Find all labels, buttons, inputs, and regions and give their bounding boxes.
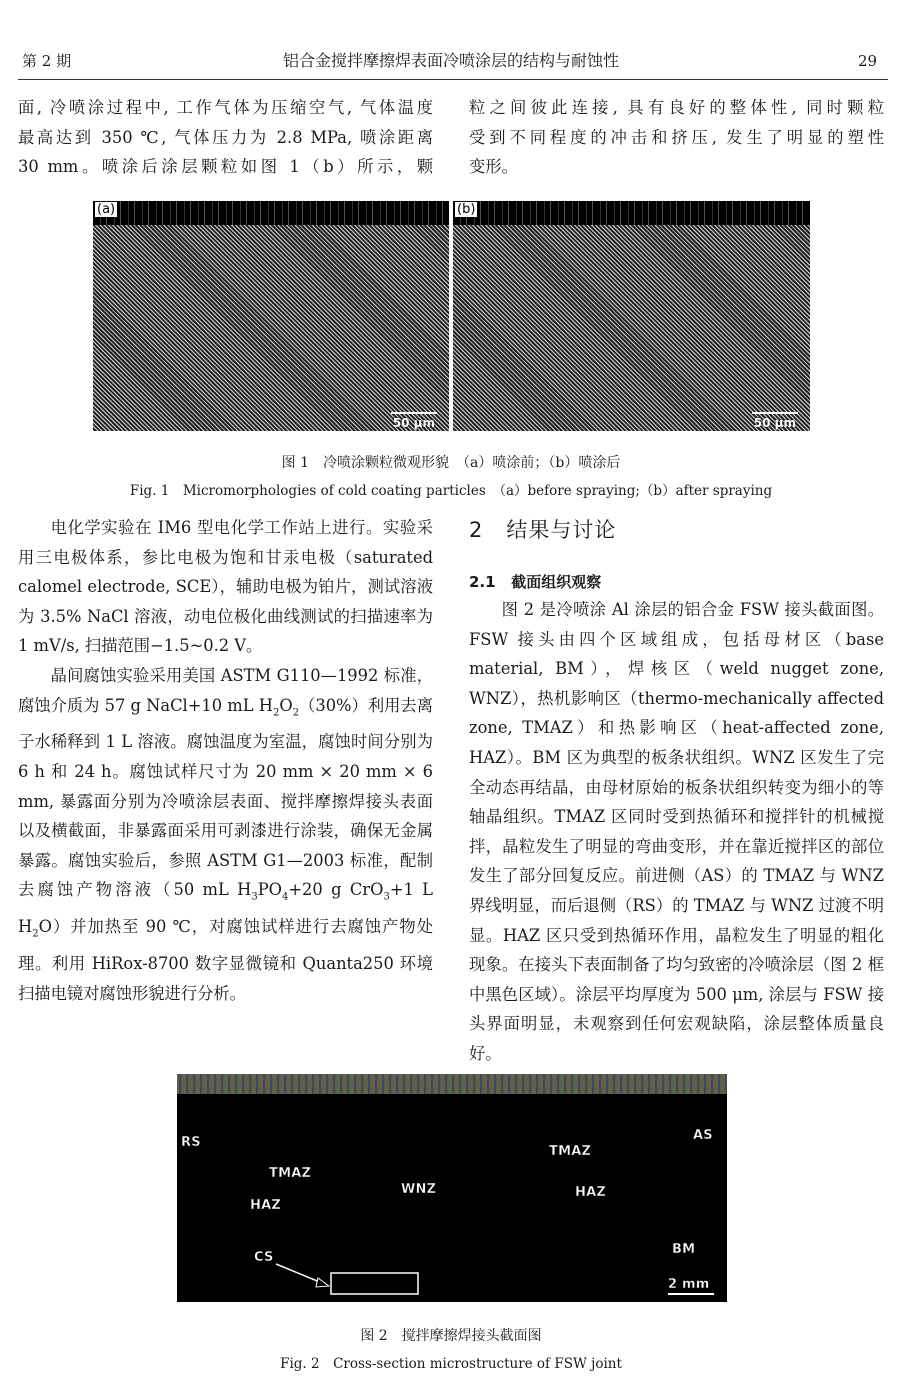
label-haz-right: HAZ [575,1185,606,1200]
text-line: 面, 冷喷涂过程中, 工作气体为压缩空气, 气体温度 [18,98,433,117]
label-tmaz-right: TMAZ [549,1144,592,1159]
figure2-caption-cn: 图 2 搅拌摩擦焊接头截面图 [360,1328,542,1344]
running-title: 铝合金搅拌摩擦焊表面冷喷涂层的结构与耐蚀性 [282,51,619,70]
figure1-caption-en: Fig. 1 Micromorphologies of cold coating particles （a）before spraying;（b）after spraying [129,483,773,499]
coating-box [331,1273,418,1294]
figure2-caption-en: Fig. 2 Cross-section microstructure of FSW joint [280,1356,622,1372]
section-heading: 2 结果与讨论 [469,518,617,542]
text-line: 30 mm。喷涂后涂层颗粒如图 1（b）所示，颗 [18,157,433,177]
label-tmaz-left: TMAZ [269,1166,312,1181]
subsection-heading: 2.1 截面组织观察 [469,573,602,591]
label-wnz: WNZ [401,1182,437,1197]
journal-issue: 第 2 期 [22,52,72,70]
paragraph-intergranular: 晶间腐蚀实验采用美国 ASTM G110—1992 标准，腐蚀介质为 57 g NaCl+10 mL $H_2O_2(30\%)$利用去离子水稀释到 1 L 溶液。腐蚀温度为室温，腐蚀时间分别为 6 h 和 24 h。腐蚀试样尺寸为 20 mm × 20 mm × 6 mm, 暴露面分别为冷喷涂层表面、搅拌摩擦焊接头表面以及横截面，非暴露面采用可剥漆进行涂装，确保无金属暴露。腐蚀实验后，参照 ASTM G1—2003 标准，配制去腐蚀产物溶液（50 mL $H_3PO_4+20$ g CrO$_3$+1 L $H_2O$）并加热至 90 ℃，对腐蚀试样进行去腐蚀产物处理。利用 HiRox-8700 数字显微镜和 Quanta250 环境扫描电镜对腐蚀形貌进行分析。 [18,665,433,1003]
figure2-image [177,1074,727,1302]
label-cs: CS [254,1250,274,1265]
image-strip [93,201,449,225]
scale-bar [752,412,798,414]
label-rs: RS [181,1135,201,1150]
text-line: 最高达到 350 ℃, 气体压力为 2.8 MPa, 喷涂距离 [18,127,433,147]
scale-bar [668,1293,714,1295]
left-column [18,513,433,1008]
text-line: 粒之间彼此连接, 具有良好的整体性, 同时颗粒 [469,98,884,117]
text-line: 变形。 [469,157,518,177]
scale-label: 50 μm [392,416,435,430]
label-haz-left: HAZ [250,1198,281,1213]
page-number: 29 [858,52,878,70]
figure1-panel-b [453,201,810,431]
cs-arrow-and-box [177,1074,727,1302]
cs-arrow-head [316,1278,329,1287]
label-as: AS [693,1128,713,1143]
header-rule [18,79,888,80]
panel-a-label: (a) [97,202,116,217]
figure1-caption-cn: 图 1 冷喷涂颗粒微观形貌 （a）喷涂前；（b）喷涂后 [281,455,621,471]
label-bm: BM [672,1242,696,1257]
text-line: 受到不同程度的冲击和挤压, 发生了明显的塑性 [469,127,884,147]
top-left-text [18,93,433,182]
scale-label: 2 mm [668,1277,710,1292]
top-right-text [469,93,884,182]
paragraph-electrochem: 电化学实验在 IM6 型电化学工作站上进行。实验采用三电极体系，参比电极为饱和甘汞电极（saturated calomel electrode, SCE），辅助电极为铂片，测试溶液为 3.5% NaCl 溶液，动电位极化曲线测试的扫描速率为 1 mV/s, 扫描范围−1.5~0.2 V。 [18,518,433,656]
panel-b-label: (b) [457,202,476,217]
scale-label: 50 μm [753,416,796,430]
paragraph-cross-section: 图 2 是冷喷涂 Al 涂层的铝合金 FSW 接头截面图。FSW 接头由四个区域组成，包括母材区（base material, BM），焊核区（weld nugget zone, WNZ），热机影响区（thermo-mechanically affected zone, TMAZ）和热影响区（heat-affected zone, HAZ）。BM 区为典型的板条状组织。WNZ 区发生了完全动态再结晶，由母材原始的板条状组织转变为细小的等轴晶组织。TMAZ 区同时受到热循环和搅拌针的机械搅拌，晶粒发生了明显的弯曲变形，并在靠近搅拌区的部位发生了部分回复反应。前进侧（AS）的 TMAZ 与 WNZ 界线明显，而后退侧（RS）的 TMAZ 与 WNZ 过渡不明显。HAZ 区只受到热循环作用，晶粒发生了明显的粗化现象。在接头下表面制备了均匀致密的冷喷涂层（图 2 框中黑色区域）。涂层平均厚度为 500 μm, 涂层与 FSW 接头界面明显，未观察到任何宏观缺陷，涂层整体质量良好。 [469,600,884,1063]
figure1-panel-a [93,201,449,431]
image-strip [453,201,810,225]
right-column [469,595,884,1069]
scale-bar [391,412,437,414]
